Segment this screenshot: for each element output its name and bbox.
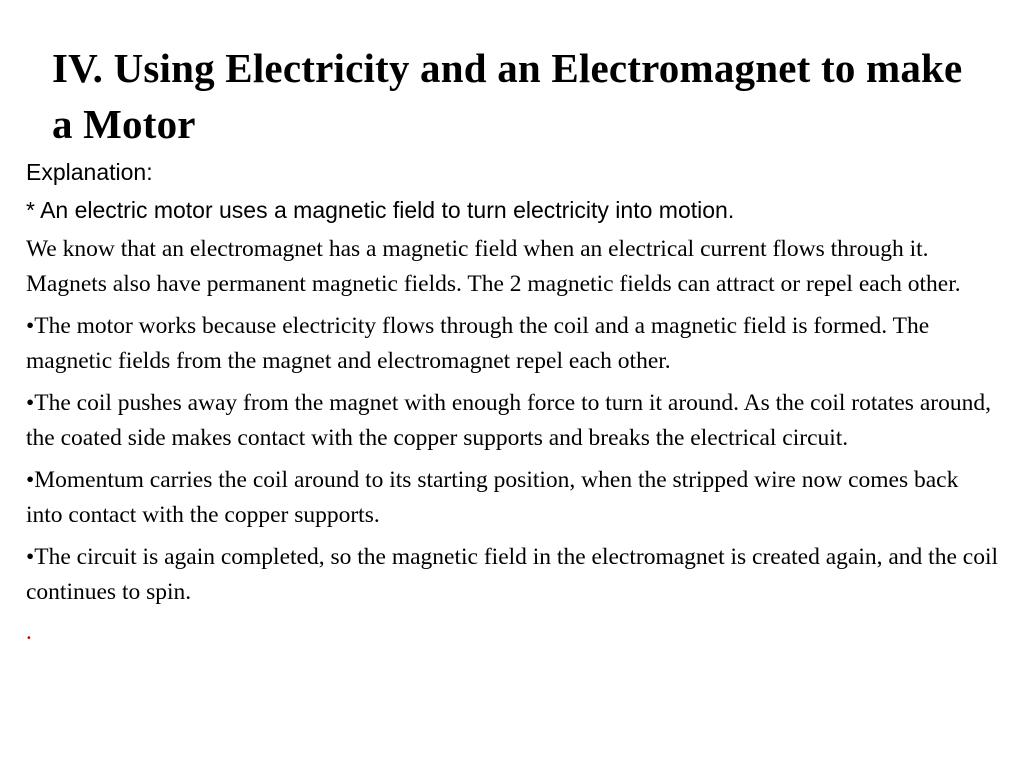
bullet-motor-works: •The motor works because electricity flows through the coil and a magnetic field is formed. The magnetic fields from the magnet and electromagnet repel each other. — [26, 313, 930, 374]
bullet-momentum: •Momentum carries the coil around to its starting position, when the stripped wire now comes back into contact with the copper supports. — [26, 467, 959, 528]
bullet-coil-pushes: •The coil pushes away from the magnet with enough force to turn it around. As the coil rotates around, the coated side makes contact with the copper supports and breaks the electrical circuit. — [26, 390, 991, 451]
explanation-heading: Explanation: — [26, 159, 153, 185]
trailing-dot: . — [26, 619, 32, 644]
paragraph-electromagnet: We know that an electromagnet has a magnetic field when an electrical current flows through it. Magnets also have permanent magnetic fields. The 2 magnetic fields can attract or repel each other. — [26, 236, 961, 297]
slide-title: IV. Using Electricity and an Electromagnet to make a Motor — [52, 45, 963, 147]
bullet-circuit-completed: •The circuit is again completed, so the magnetic field in the electromagnet is created again, and the coil continues to spin. — [26, 544, 999, 605]
intro-bullet: * An electric motor uses a magnetic field to turn electricity into motion. — [26, 197, 735, 223]
slide-body — [26, 152, 998, 642]
